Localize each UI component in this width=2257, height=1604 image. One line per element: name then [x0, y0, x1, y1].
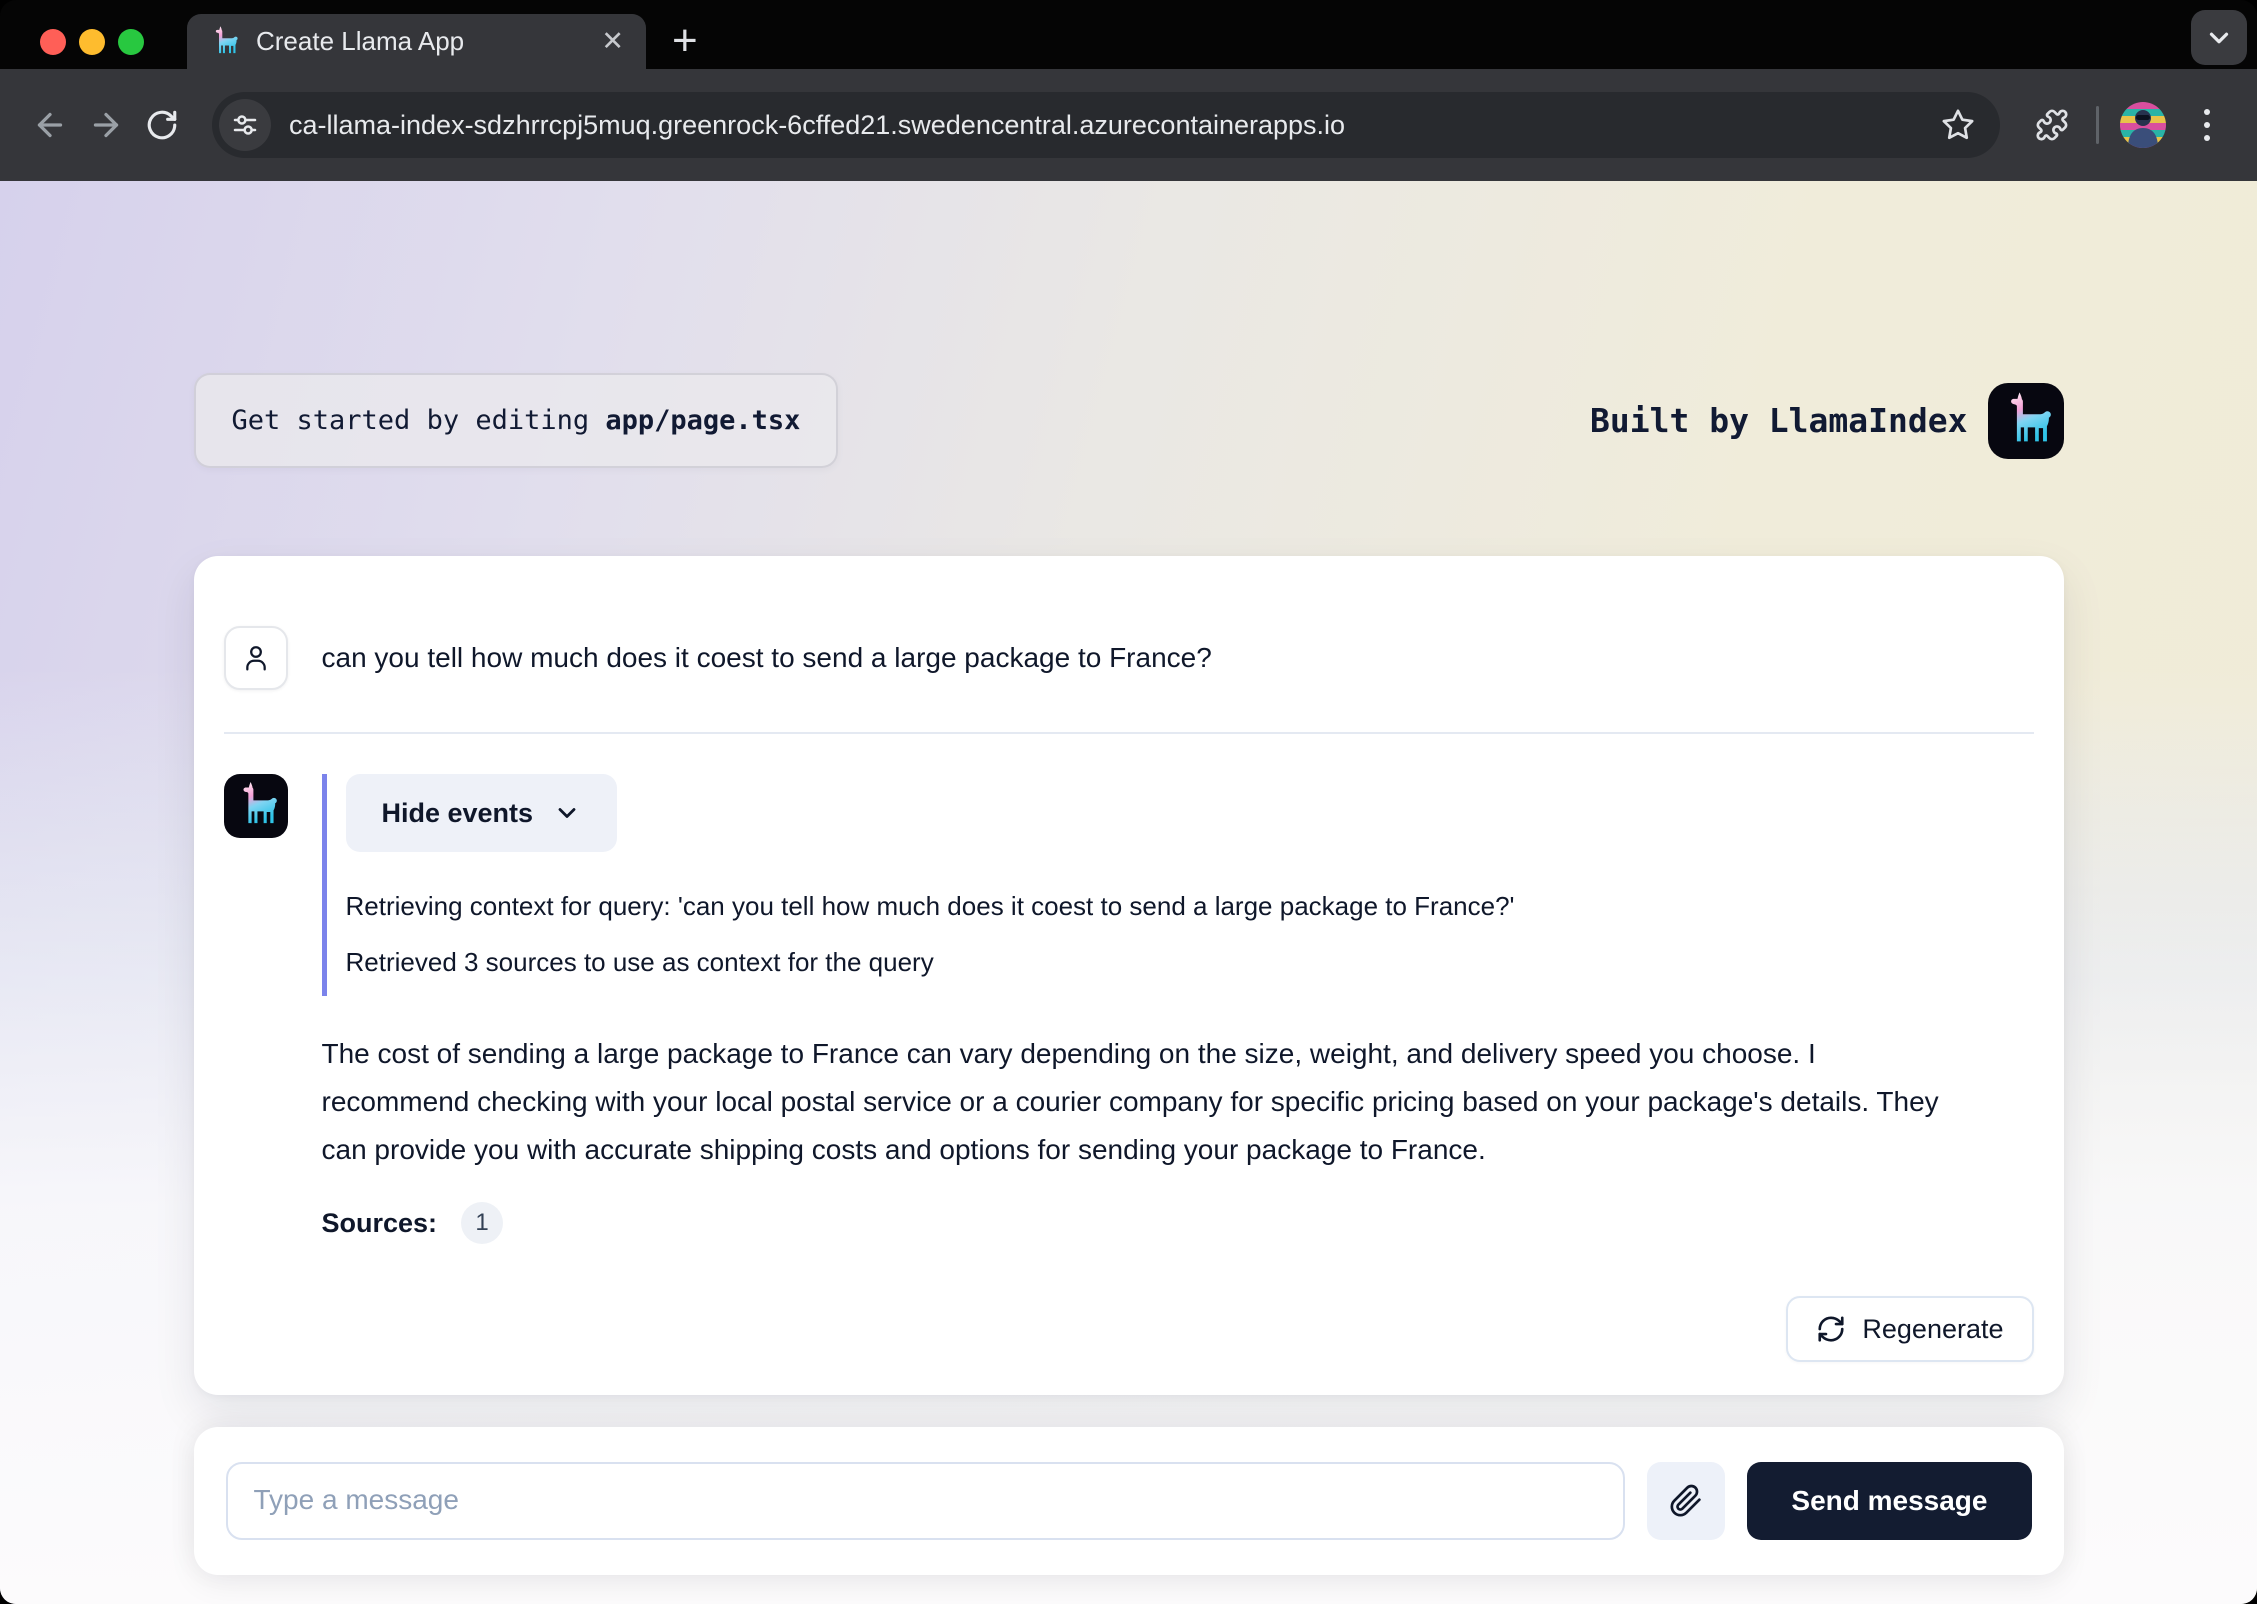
zoom-window-button[interactable]	[118, 29, 144, 55]
browser-toolbar	[0, 69, 2257, 181]
built-by-llamaindex[interactable]	[1590, 383, 2064, 459]
toolbar-right-cluster	[2024, 97, 2235, 153]
minimize-window-button[interactable]	[79, 29, 105, 55]
person-photo-icon	[2120, 102, 2166, 148]
built-by-label: Built by LlamaIndex	[1590, 401, 1968, 440]
arrow-left-icon	[32, 107, 68, 143]
llama-favicon-icon	[207, 25, 241, 59]
user-message-text: can you tell how much does it coest to send a large package to France?	[321, 642, 1212, 673]
llamaindex-logo	[1988, 383, 2064, 459]
user-avatar	[224, 626, 288, 690]
hide-events-label: Hide events	[381, 797, 534, 828]
regenerate-row	[224, 1296, 2034, 1362]
assistant-answer-text: The cost of sending a large package to France can vary depending on the size, weight, and delivery speed you choose. I recommend checking with your local postal service or a courier company for specific pricing based on your package's details. They can provide you with accurate shipping costs and options for sending your package to France.	[321, 1038, 1939, 1165]
assistant-message-row	[224, 774, 2034, 1244]
profile-avatar	[2120, 102, 2166, 148]
sources-row	[322, 1202, 2034, 1244]
puzzle-icon	[2035, 108, 2069, 142]
back-button[interactable]	[22, 97, 78, 153]
arrow-right-icon	[88, 107, 124, 143]
reload-icon	[145, 108, 179, 142]
chat-card	[194, 556, 2064, 1395]
message-divider	[224, 732, 2034, 734]
regenerate-label: Regenerate	[1862, 1313, 2004, 1344]
banner-code: app/page.tsx	[605, 405, 801, 436]
event-line: Retrieved 3 sources to use as context for the query	[345, 947, 934, 977]
extensions-button[interactable]	[2024, 97, 2080, 153]
event-log	[346, 878, 2034, 996]
close-tab-icon[interactable]: ✕	[601, 26, 624, 56]
get-started-banner	[194, 373, 839, 468]
event-line: Retrieving context for query: 'can you tell how much does it coest to send a large package to France?'	[345, 891, 1515, 921]
reload-button[interactable]	[134, 97, 190, 153]
tab-search-button[interactable]	[2191, 10, 2247, 65]
llama-avatar-icon	[230, 780, 282, 832]
page-background	[0, 181, 2257, 1604]
new-tab-button[interactable]: +	[672, 16, 698, 65]
user-message-row	[224, 626, 2034, 690]
events-block	[322, 774, 2034, 996]
bookmark-button[interactable]	[1930, 97, 1986, 153]
send-message-label: Send message	[1791, 1485, 1988, 1516]
chevron-down-icon	[2204, 23, 2234, 53]
message-input[interactable]	[226, 1462, 1626, 1540]
forward-button[interactable]	[78, 97, 134, 153]
sources-label: Sources:	[321, 1207, 438, 1238]
llama-logo-icon	[1995, 390, 2057, 452]
star-icon	[1941, 108, 1975, 142]
toolbar-divider	[2096, 106, 2099, 144]
url-bar[interactable]	[212, 92, 2000, 158]
regenerate-button[interactable]	[1786, 1296, 2033, 1362]
attach-file-button[interactable]	[1647, 1462, 1725, 1540]
source-badge[interactable]: 1	[461, 1202, 503, 1244]
tab-title: Create Llama App	[256, 26, 465, 56]
browser-menu-button[interactable]	[2179, 97, 2235, 153]
site-settings-button[interactable]	[219, 99, 271, 151]
hide-events-button[interactable]	[346, 774, 618, 852]
paperclip-icon	[1669, 1484, 1703, 1518]
page-header	[194, 373, 2064, 468]
assistant-avatar	[224, 774, 288, 838]
refresh-icon	[1816, 1314, 1846, 1344]
browser-tab[interactable]	[187, 14, 646, 69]
banner-text: Get started by editing	[231, 405, 606, 436]
tune-icon	[230, 110, 260, 140]
traffic-lights	[40, 29, 144, 55]
composer-card	[194, 1427, 2064, 1575]
close-window-button[interactable]	[40, 29, 66, 55]
tab-strip	[0, 0, 2257, 69]
chevron-down-icon	[553, 799, 581, 827]
send-message-button[interactable]	[1747, 1462, 2031, 1540]
profile-button[interactable]	[2115, 97, 2171, 153]
user-icon	[240, 642, 272, 674]
url-text: ca-llama-index-sdzhrrcpj5muq.greenrock-6cffed21.swedencentral.azurecontainerapps.io	[289, 109, 1346, 140]
